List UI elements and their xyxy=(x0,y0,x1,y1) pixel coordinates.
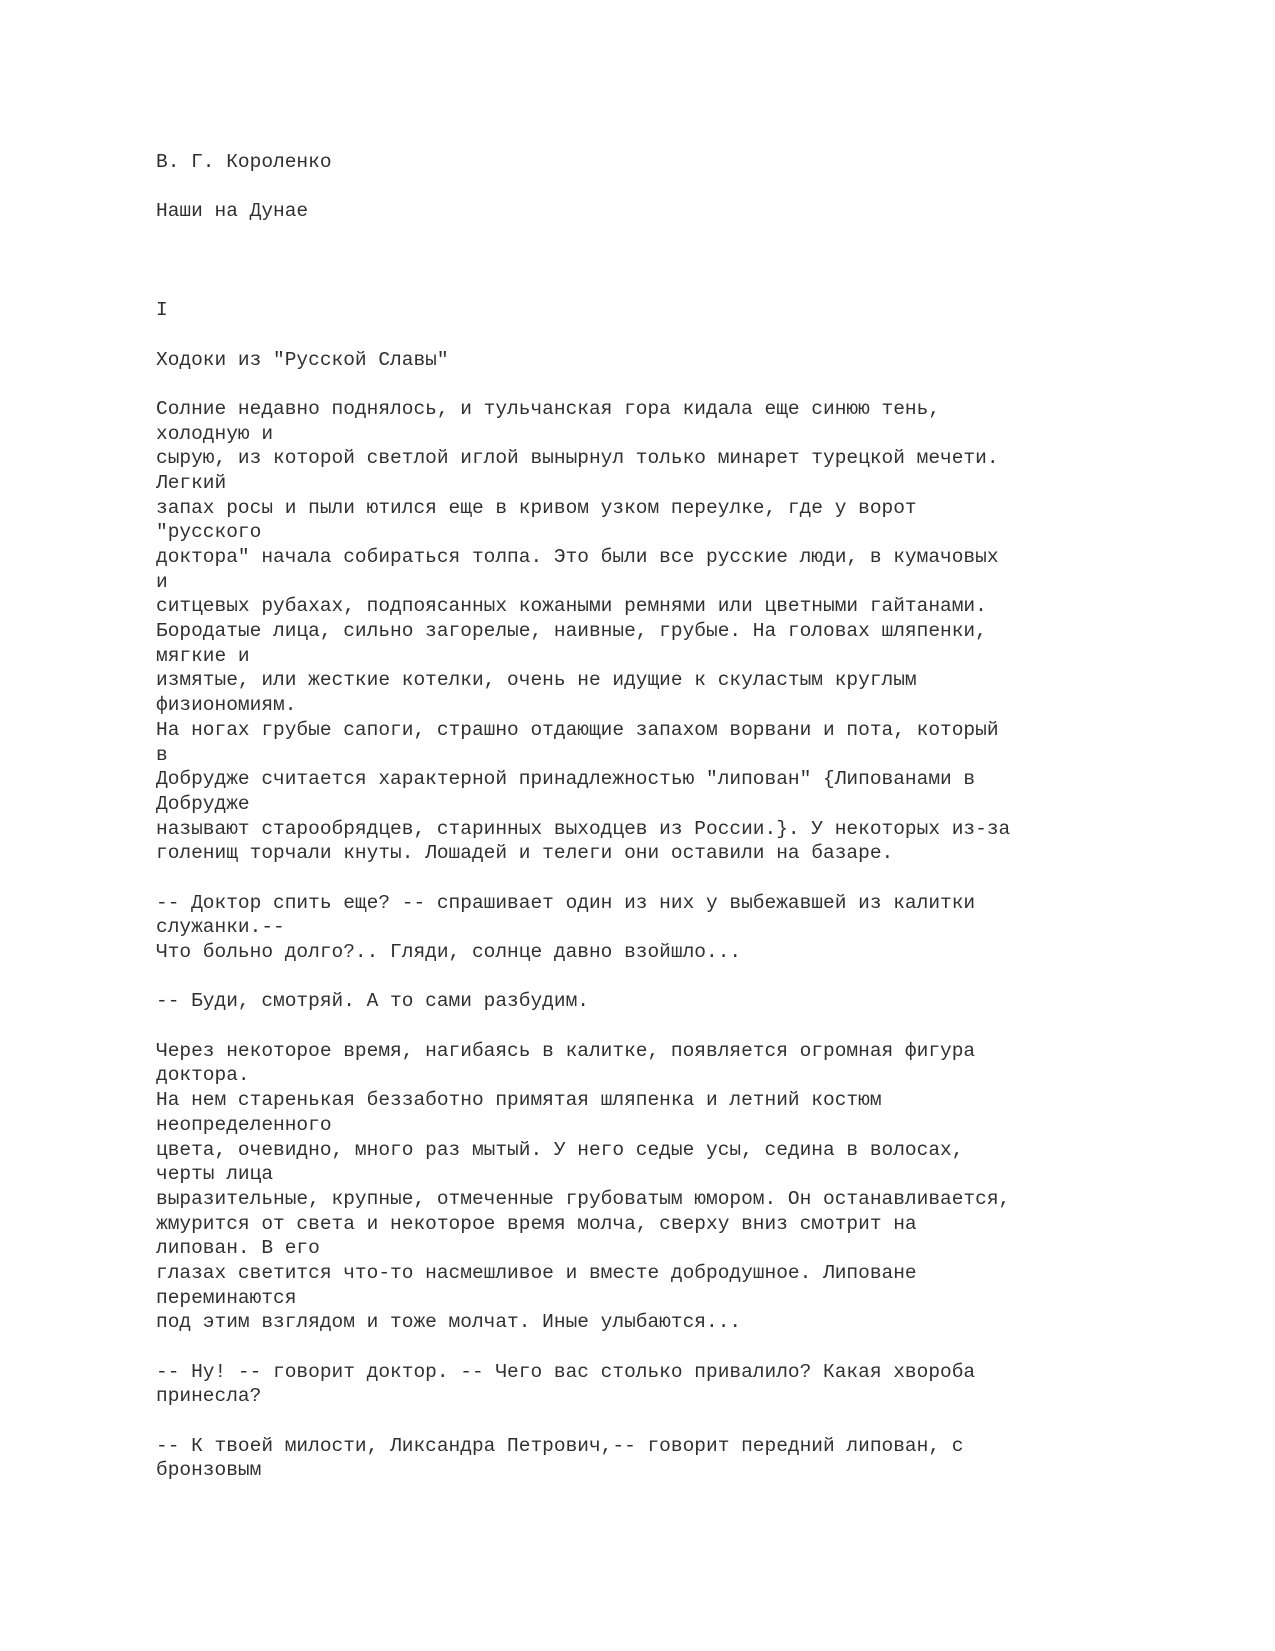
text-line: сырую, из которой светлой иглой вынырнул только минарет турецкой мечети. xyxy=(156,447,999,470)
text-line: Добрудже считается характерной принадлежностью "липован" {Липованами в xyxy=(156,768,976,791)
spacer xyxy=(156,1409,1256,1434)
text-line: "русского xyxy=(156,521,262,544)
paragraph xyxy=(156,1360,1256,1409)
text-line: называют старообрядцев, старинных выходцев из России.}. У некоторых из-за xyxy=(156,817,1011,840)
text-line: Что больно долго?.. Гляди, солнце давно взойшло... xyxy=(156,941,742,963)
text-line: физиономиям. xyxy=(156,694,297,717)
text-line: Солние недавно поднялось, и тульчанская гора кидала еще синюю тень, xyxy=(156,397,941,420)
text-line: выразительные, крупные, отмеченные грубоватым юмором. Он останавливается, xyxy=(156,1187,1011,1210)
text-line: черты лица xyxy=(156,1163,274,1186)
text-line: глазах светится что-то насмешливое и вместе добродушное. Липоване xyxy=(156,1261,917,1284)
text-line: цвета, очевидно, много раз мытый. У него седые усы, седина в волосах, xyxy=(156,1138,964,1161)
paragraph xyxy=(156,1434,1256,1483)
chapter-title: Ходоки из "Русской Славы" xyxy=(156,348,449,371)
text-line: и xyxy=(156,570,168,593)
text-line: бронзовым xyxy=(156,1459,262,1482)
text-line: -- Доктор спить еще? -- спрашивает один из них у выбежавшей из калитки xyxy=(156,891,976,914)
text-line: На ногах грубые сапоги, страшно отдающие запахом ворвани и пота, который xyxy=(156,718,999,741)
text-line: -- Ну! -- говорит доктор. -- Чего вас столько привалило? Какая хвороба xyxy=(156,1360,976,1383)
document-page xyxy=(156,150,1256,1483)
paragraph xyxy=(156,989,1256,1014)
spacer xyxy=(156,323,1256,348)
spacer xyxy=(156,273,1256,298)
spacer xyxy=(156,224,1256,249)
paragraph xyxy=(156,397,1256,866)
text-line: служанки.-- xyxy=(156,916,285,939)
author-name: В. Г. Короленко xyxy=(156,151,332,173)
text-line: -- Буди, смотряй. А то сами разбудим. xyxy=(156,990,589,1013)
paragraph xyxy=(156,1039,1256,1335)
chapter-number: I xyxy=(156,299,168,322)
text-line: ситцевых рубахах, подпоясанных кожаными ремнями или цветными гайтанами. xyxy=(156,595,987,618)
text-line: переминаются xyxy=(156,1286,297,1309)
spacer xyxy=(156,965,1256,990)
book-title: Наши на Дунае xyxy=(156,200,309,223)
text-line: -- К твоей милости, Ликсандра Петрович,-- говорит передний липован, с xyxy=(156,1434,964,1457)
spacer xyxy=(156,1014,1256,1039)
text-line: Через некоторое время, нагибаясь в калитке, появляется огромная фигура xyxy=(156,1039,976,1062)
text-line: неопределенного xyxy=(156,1113,332,1136)
text-line: под этим взглядом и тоже молчат. Иные улыбаются... xyxy=(156,1311,742,1334)
text-line: в xyxy=(156,743,168,766)
text-line: измятые, или жесткие котелки, очень не идущие к скуластым круглым xyxy=(156,669,917,692)
spacer xyxy=(156,372,1256,397)
text-line: жмурится от света и некоторое время молча, сверху вниз смотрит на xyxy=(156,1212,917,1235)
text-line: На нем старенькая беззаботно примятая шляпенка и летний костюм xyxy=(156,1089,882,1112)
text-line: принесла? xyxy=(156,1385,262,1408)
text-line: холодную и xyxy=(156,422,274,445)
text-line: липован. В его xyxy=(156,1237,320,1260)
text-line: запах росы и пыли ютился еще в кривом узком переулке, где у ворот xyxy=(156,496,917,519)
spacer xyxy=(156,866,1256,891)
text-line: доктора. xyxy=(156,1064,250,1087)
text-line: голенищ торчали кнуты. Лошадей и телеги они оставили на базаре. xyxy=(156,842,894,865)
text-line: доктора" начала собираться толпа. Это были все русские люди, в кумачовых xyxy=(156,546,999,568)
text-line: Бородатые лица, сильно загорелые, наивные, грубые. На головах шляпенки, xyxy=(156,620,987,643)
text-line: мягкие и xyxy=(156,644,250,667)
spacer xyxy=(156,1335,1256,1360)
text-line: Добрудже xyxy=(156,792,250,815)
spacer xyxy=(156,249,1256,274)
spacer xyxy=(156,175,1256,200)
paragraph xyxy=(156,891,1256,965)
text-line: Легкий xyxy=(156,471,227,494)
body-text xyxy=(156,397,1256,1483)
